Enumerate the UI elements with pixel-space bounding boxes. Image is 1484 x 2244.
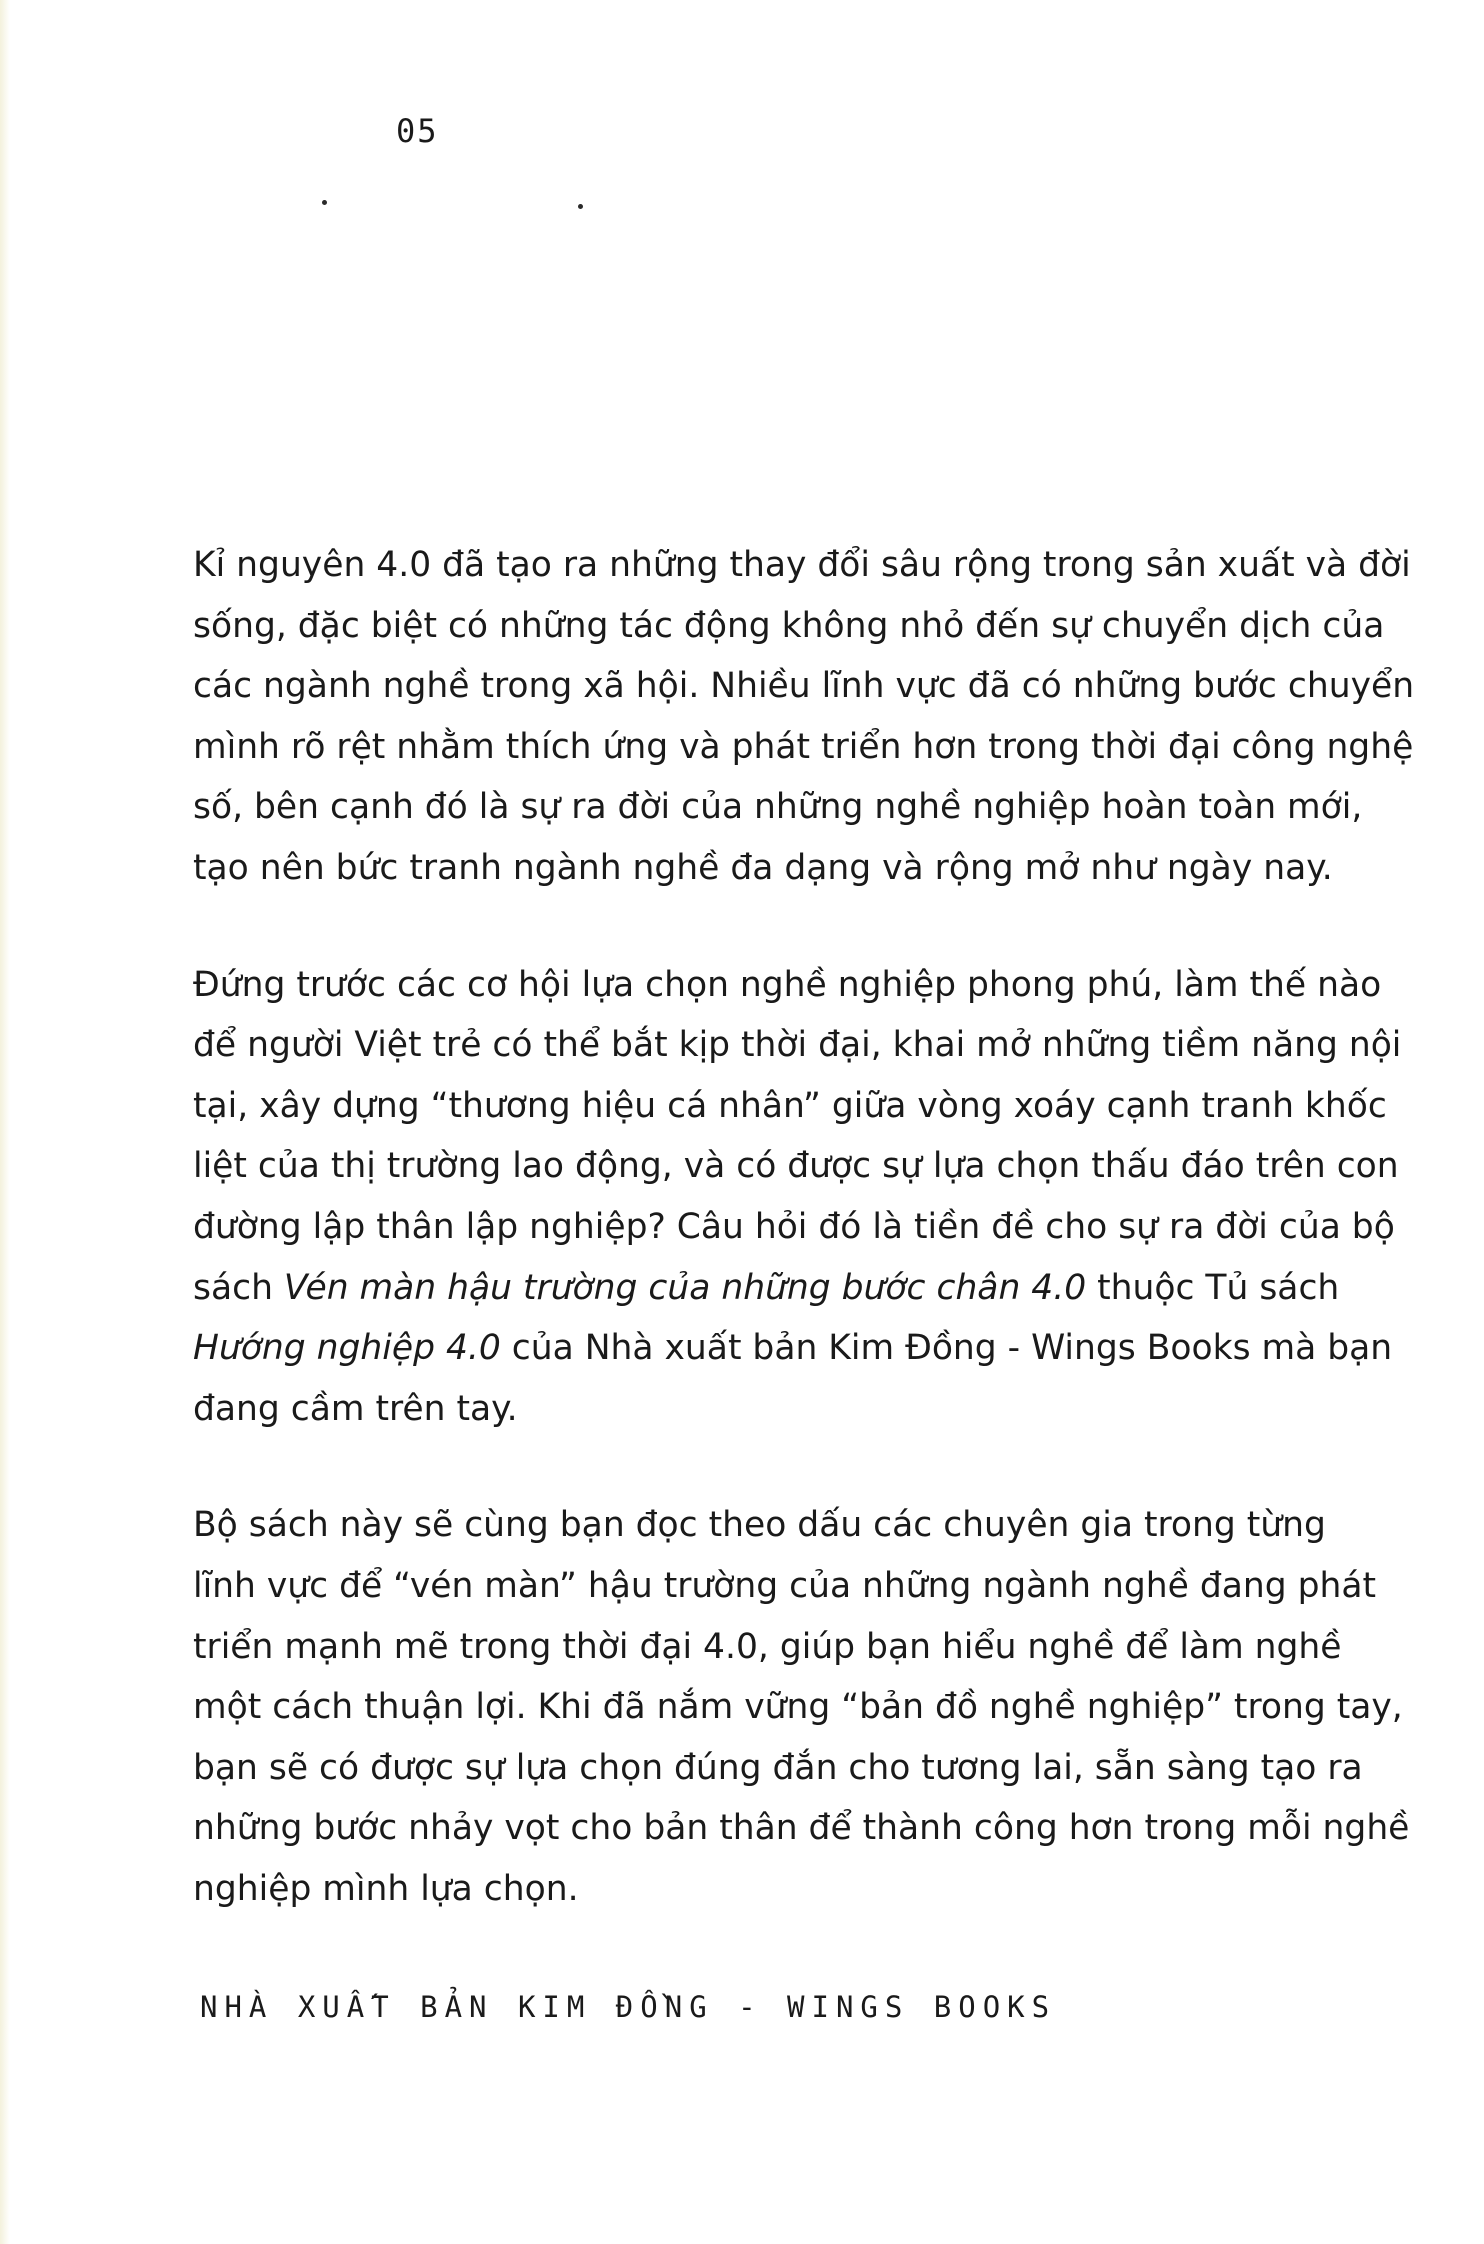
speck-mark xyxy=(322,200,327,205)
paragraph-2 xyxy=(193,955,1402,1440)
text-line xyxy=(193,1318,1393,1379)
text-fragment: sách xyxy=(193,1267,284,1308)
text-line: những bước nhảy vọt cho bản thân để thành công hơn trong mỗi nghề xyxy=(193,1808,1410,1849)
text-line: bạn sẽ có được sự lựa chọn đúng đắn cho tương lai, sẵn sàng tạo ra xyxy=(193,1747,1363,1788)
page-edge-shadow xyxy=(0,0,10,2244)
text-line: tại, xây dựng “thương hiệu cá nhân” giữa vòng xoáy cạnh tranh khốc xyxy=(193,1085,1387,1126)
text-line: nghiệp mình lựa chọn. xyxy=(193,1868,579,1909)
text-fragment: của Nhà xuất bản Kim Đồng - Wings Books mà bạn xyxy=(500,1328,1393,1369)
text-line: mình rõ rệt nhằm thích ứng và phát triển hơn trong thời đại công nghệ xyxy=(193,726,1414,767)
publisher-signature: NHÀ XUẤT BẢN KIM ĐỒNG - WINGS BOOKS xyxy=(200,1990,1057,2024)
text-fragment: thuộc Tủ sách xyxy=(1086,1267,1340,1308)
text-line: đang cầm trên tay. xyxy=(193,1388,518,1429)
bookshelf-title: Hướng nghiệp 4.0 xyxy=(193,1328,501,1369)
text-line: tạo nên bức tranh ngành nghề đa dạng và rộng mở như ngày nay. xyxy=(193,847,1333,888)
text-line: Bộ sách này sẽ cùng bạn đọc theo dấu các chuyên gia trong từng xyxy=(193,1505,1326,1546)
text-line: Kỉ nguyên 4.0 đã tạo ra những thay đổi sâu rộng trong sản xuất và đời xyxy=(193,545,1411,585)
text-line: để người Việt trẻ có thể bắt kịp thời đại, khai mở những tiềm năng nội xyxy=(193,1025,1402,1066)
text-line: Đứng trước các cơ hội lựa chọn nghề nghiệp phong phú, làm thế nào xyxy=(193,964,1382,1005)
foreword-body xyxy=(193,535,1415,1975)
book-series-title: Vén màn hậu trường của những bước chân 4.0 xyxy=(283,1267,1087,1308)
text-line: triển mạnh mẽ trong thời đại 4.0, giúp bạn hiểu nghề để làm nghề xyxy=(193,1626,1342,1667)
text-line: một cách thuận lợi. Khi đã nắm vững “bản đồ nghề nghiệp” trong tay, xyxy=(193,1687,1403,1728)
speck-mark xyxy=(578,204,583,209)
text-line: số, bên cạnh đó là sự ra đời của những nghề nghiệp hoàn toàn mới, xyxy=(193,787,1363,828)
text-line: liệt của thị trường lao động, và có được sự lựa chọn thấu đáo trên con xyxy=(193,1146,1399,1187)
paragraph-1 xyxy=(193,535,1415,899)
text-line: các ngành nghề trong xã hội. Nhiều lĩnh vực đã có những bước chuyển xyxy=(193,666,1415,707)
text-line xyxy=(193,1258,1363,1319)
text-line: sống, đặc biệt có những tác động không nhỏ đến sự chuyển dịch của xyxy=(193,605,1385,646)
paragraph-3 xyxy=(193,1495,1410,1919)
text-line: đường lập thân lập nghiệp? Câu hỏi đó là tiền đề cho sự ra đời của bộ xyxy=(193,1206,1395,1247)
page-number: 05 xyxy=(396,112,439,150)
text-line: lĩnh vực để “vén màn” hậu trường của những ngành nghề đang phát xyxy=(193,1565,1377,1606)
